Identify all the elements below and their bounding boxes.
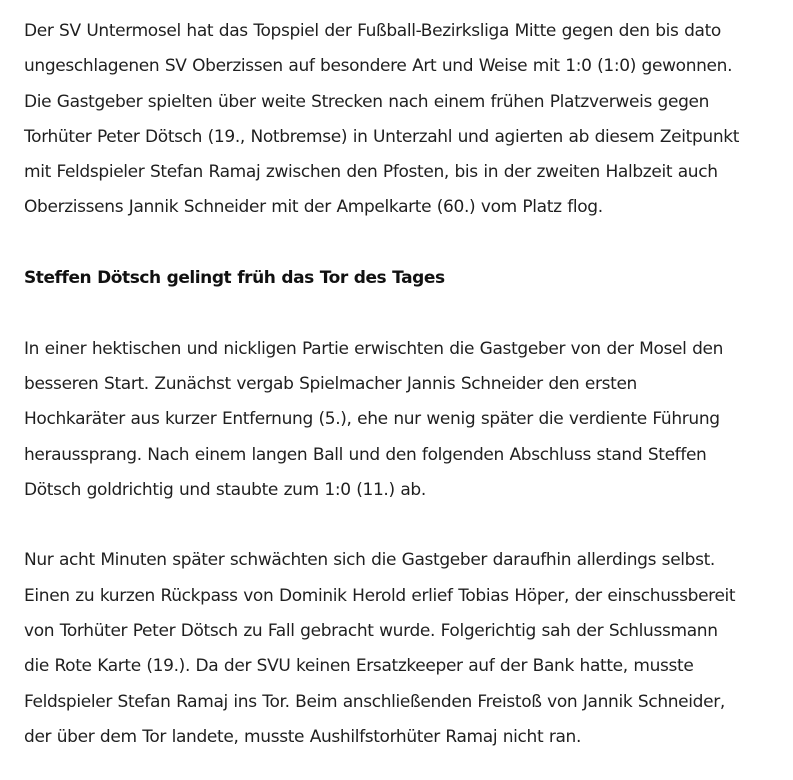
section-heading: Steffen Dötsch gelingt früh das Tor des Tages: [24, 268, 445, 289]
paragraph-line: Feldspieler Stefan Ramaj ins Tor. Beim anschließenden Freistoß von Jannik Schneider,: [24, 691, 725, 712]
paragraph-spacer: [24, 508, 784, 543]
paragraph-line: Oberzissens Jannik Schneider mit der Ampelkarte (60.) vom Platz flog.: [24, 197, 603, 218]
paragraph-line: heraussprang. Nach einem langen Ball und den folgenden Abschluss stand Steffen: [24, 444, 707, 465]
intro-paragraph: [24, 14, 784, 226]
paragraph-line: Dötsch goldrichtig und staubte zum 1:0 (11.) ab.: [24, 479, 426, 500]
paragraph-line: ungeschlagenen SV Oberzissen auf besondere Art und Weise mit 1:0 (1:0) gewonnen.: [24, 56, 733, 77]
paragraph-line: von Torhüter Peter Dötsch zu Fall gebracht wurde. Folgerichtig sah der Schlussmann: [24, 621, 718, 642]
article-body: [24, 14, 784, 755]
paragraph-line: Einen zu kurzen Rückpass von Dominik Herold erlief Tobias Höper, der einschussbereit: [24, 585, 736, 606]
paragraph-line: In einer hektischen und nickligen Partie erwischten die Gastgeber von der Mosel den: [24, 338, 724, 359]
paragraph-line: die Rote Karte (19.). Da der SVU keinen Ersatzkeeper auf der Bank hatte, musste: [24, 656, 694, 677]
paragraph-line: besseren Start. Zunächst vergab Spielmacher Jannis Schneider den ersten: [24, 373, 637, 394]
paragraph-spacer: [24, 226, 784, 261]
paragraph-line: der über dem Tor landete, musste Aushilfstorhüter Ramaj nicht ran.: [24, 726, 582, 747]
paragraph-spacer: [24, 296, 784, 331]
paragraph-line: Torhüter Peter Dötsch (19., Notbremse) in Unterzahl und agierten ab diesem Zeitpunkt: [24, 126, 740, 147]
paragraph-line: Der SV Untermosel hat das Topspiel der Fußball-Bezirksliga Mitte gegen den bis dato: [24, 21, 721, 41]
red-card-paragraph: [24, 543, 784, 755]
match-start-paragraph: [24, 332, 784, 508]
paragraph-line: Hochkaräter aus kurzer Entfernung (5.), ehe nur wenig später die verdiente Führung: [24, 409, 720, 430]
paragraph-line: Die Gastgeber spielten über weite Strecken nach einem frühen Platzverweis gegen: [24, 91, 710, 112]
paragraph-line: mit Feldspieler Stefan Ramaj zwischen den Pfosten, bis in der zweiten Halbzeit auch: [24, 162, 718, 183]
paragraph-line: Nur acht Minuten später schwächten sich die Gastgeber daraufhin allerdings selbst.: [24, 550, 715, 571]
